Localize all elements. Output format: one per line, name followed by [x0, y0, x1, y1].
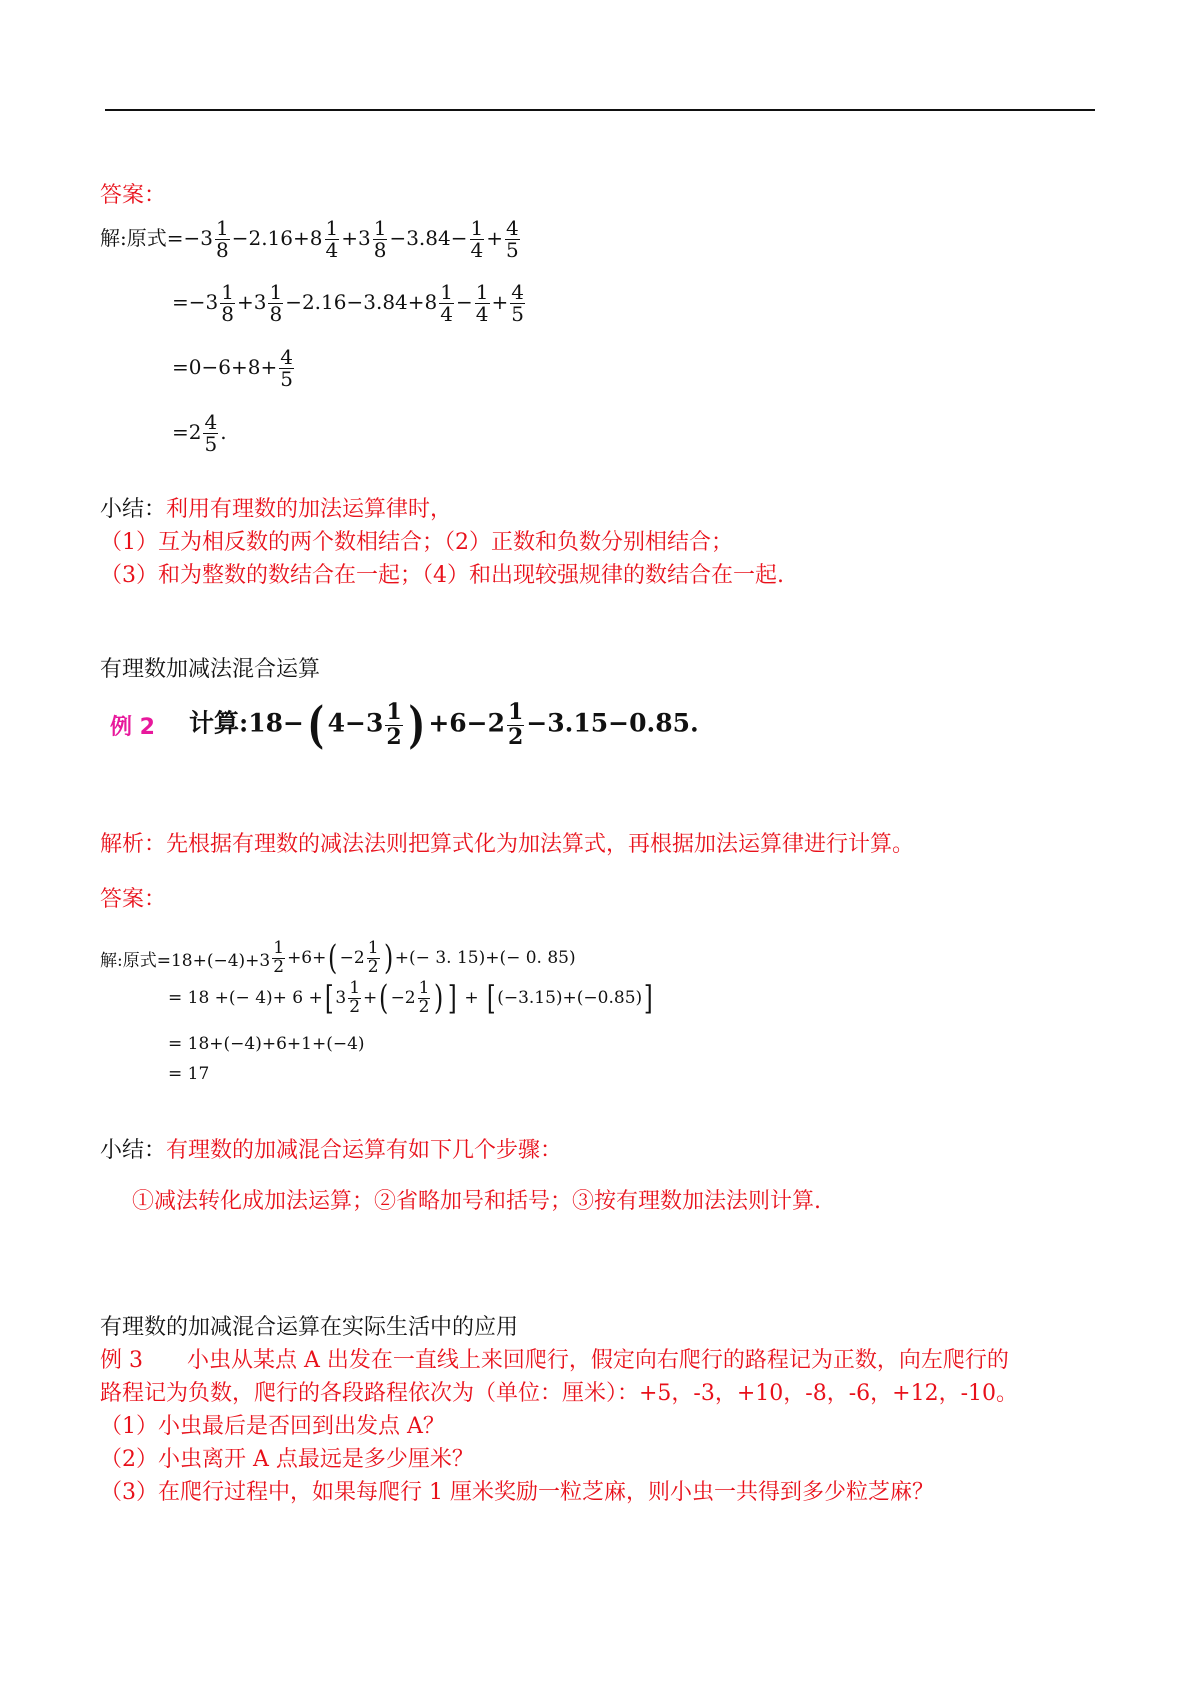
- answer-label: 答案：: [100, 183, 167, 208]
- example-3-question-1: （1）小虫最后是否回到出发点 A？: [100, 1414, 445, 1439]
- summary-2-line-1: 小结：有理数的加减混合运算有如下几个步骤：: [100, 1138, 563, 1163]
- solution-line-4: =2 $\frac{4}{5}$ .: [172, 410, 227, 456]
- summary-1-line-3: （3）和为整数的数结合在一起；（4）和出现较强规律的数结合在一起.: [100, 563, 784, 588]
- section-2-title: 有理数加减法混合运算: [100, 657, 321, 682]
- example-3-question-3: （3）在爬行过程中，如果每爬行 1 厘米奖励一粒芝麻，则小虫一共得到多少粒芝麻？: [100, 1480, 934, 1505]
- solution-line-1: 解:原式=−3 $\frac{1}{8}$ −2.16+8 $\frac{1}{4}$ +3 $\frac{1}{8}$ −3.84− $\frac{1}{4}$ + $\frac{4}{5}$: [100, 216, 519, 262]
- example-2-solution-line-4: = 17: [168, 1064, 210, 1084]
- example-2-answer-label: 答案：: [100, 887, 167, 912]
- summary-1-line-2: （1）互为相反数的两个数相结合；（2）正数和负数分别相结合；: [100, 530, 733, 555]
- example-2-problem: 例 2 计算:18−( 4−3 $\frac{1}{2}$ ) +6−2 $\frac{1}{2}$ −3.15−0.85.: [110, 695, 699, 754]
- example-3-line-1: 例 3 小虫从某点 A 出发在一直线上来回爬行，假定向右爬行的路程记为正数，向左爬行的: [100, 1348, 1009, 1373]
- example-2-analysis: 解析：先根据有理数的减法法则把算式化为加法算式，再根据加法运算律进行计算。: [100, 832, 915, 857]
- solution-line-2: =−3 $\frac{1}{8}$ +3 $\frac{1}{8}$ −2.16−3.84+8 $\frac{1}{4}$ − $\frac{1}{4}$ + $\frac{4}{5}$: [172, 280, 524, 326]
- example-2-solution-line-1: 解:原式=18+(−4)+3 $\frac{1}{2}$ +6+( −2 $\frac{1}{2}$ ) +(− 3. 15)+(− 0. 85): [100, 938, 576, 979]
- solution-line-3: =0−6+8+ $\frac{4}{5}$: [172, 345, 293, 391]
- section-3-title: 有理数的加减混合运算在实际生活中的应用: [100, 1315, 519, 1340]
- summary-1-line-1: 小结：利用有理数的加法运算律时，: [100, 497, 453, 522]
- example-2-solution-line-3: = 18+(−4)+6+1+(−4): [168, 1034, 365, 1054]
- example-2-solution-line-2: = 18 +(− 4)+ 6 +[ 3 $\frac{1}{2}$ +( −2 $\frac{1}{2}$ ) ] + [ (−3.15)+(−0.85)]: [168, 978, 653, 1019]
- summary-2-line-2: ①减法转化成加法运算；②省略加号和括号；③按有理数加法法则计算.: [132, 1189, 821, 1214]
- example-3-question-2: （2）小虫离开 A 点最远是多少厘米？: [100, 1447, 474, 1472]
- example-3-line-2: 路程记为负数，爬行的各段路程依次为（单位：厘米）：+5，-3，+10，-8，-6，+12，-10。: [100, 1381, 1019, 1406]
- example-2-label: 例 2: [110, 714, 155, 740]
- header-rule: [105, 109, 1095, 111]
